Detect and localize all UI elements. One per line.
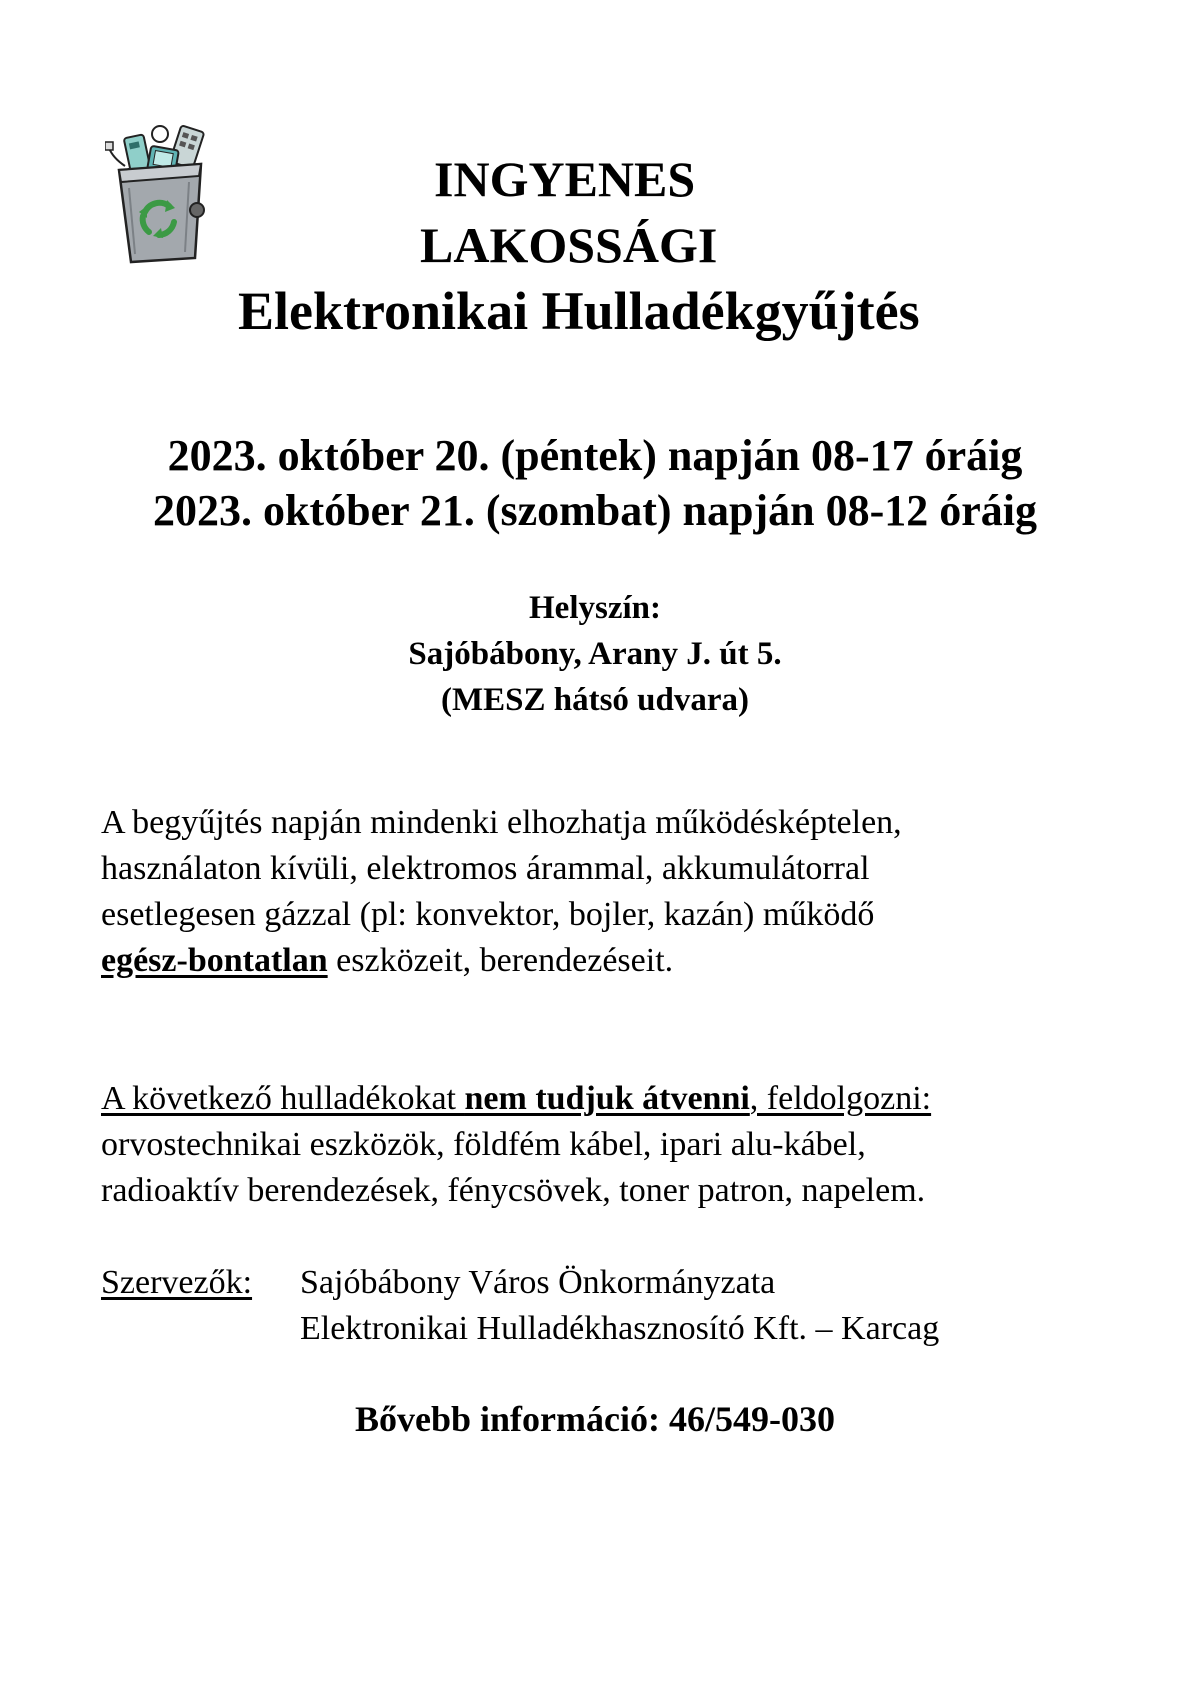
recycle-bin-electronics-icon: [105, 118, 215, 268]
paragraph-text: A következő hulladékokat: [101, 1080, 465, 1117]
emphasis-text: nem tudjuk átvenni: [464, 1080, 750, 1117]
organizer-item: Elektronikai Hulladékhasznosító Kft. – Karcag: [300, 1310, 940, 1347]
rejected-items-paragraph: [101, 1076, 1141, 1214]
title-line-1: INGYENES: [434, 151, 696, 207]
location-label: Helyszín:: [529, 590, 661, 626]
paragraph-text: , feldolgozni:: [749, 1080, 932, 1117]
organizer-item: Sajóbábony Város Önkormányzata: [300, 1264, 776, 1301]
paragraph-line: A begyűjtés napján mindenki elhozhatja működésképtelen,: [101, 804, 902, 841]
date-line-1: 2023. október 20. (péntek) napján 08-17 óráig: [167, 431, 1023, 480]
rejected-intro: [101, 1076, 1141, 1122]
organizers-list: [300, 1260, 939, 1352]
date-line-2: 2023. október 21. (szombat) napján 08-12 óráig: [152, 486, 1038, 535]
contact-info: Bővebb információ: 46/549-030: [355, 1399, 835, 1439]
paragraph-line: használaton kívüli, elektromos árammal, akkumulátorral: [101, 850, 870, 887]
accepted-items-paragraph: [101, 800, 1141, 984]
title-line-2: LAKOSSÁGI: [420, 217, 718, 273]
paragraph-line: [101, 938, 1141, 984]
location-address: Sajóbábony, Arany J. út 5.: [408, 636, 782, 672]
organizers-label: Szervezők:: [101, 1264, 253, 1301]
paragraph-line: esetlegesen gázzal (pl: konvektor, bojler, kazán) működő: [101, 896, 875, 933]
emphasis-text: egész-bontatlan: [101, 942, 328, 979]
location-detail: (MESZ hátsó udvara): [440, 682, 750, 718]
paragraph-line: radioaktív berendezések, fénycsövek, toner patron, napelem.: [101, 1172, 926, 1209]
paragraph-text: eszközeit, berendezéseit.: [327, 942, 674, 979]
paragraph-line: orvostechnikai eszközök, földfém kábel, ipari alu-kábel,: [101, 1126, 866, 1163]
title-line-3: Elektronikai Hulladékgyűjtés: [238, 281, 920, 341]
